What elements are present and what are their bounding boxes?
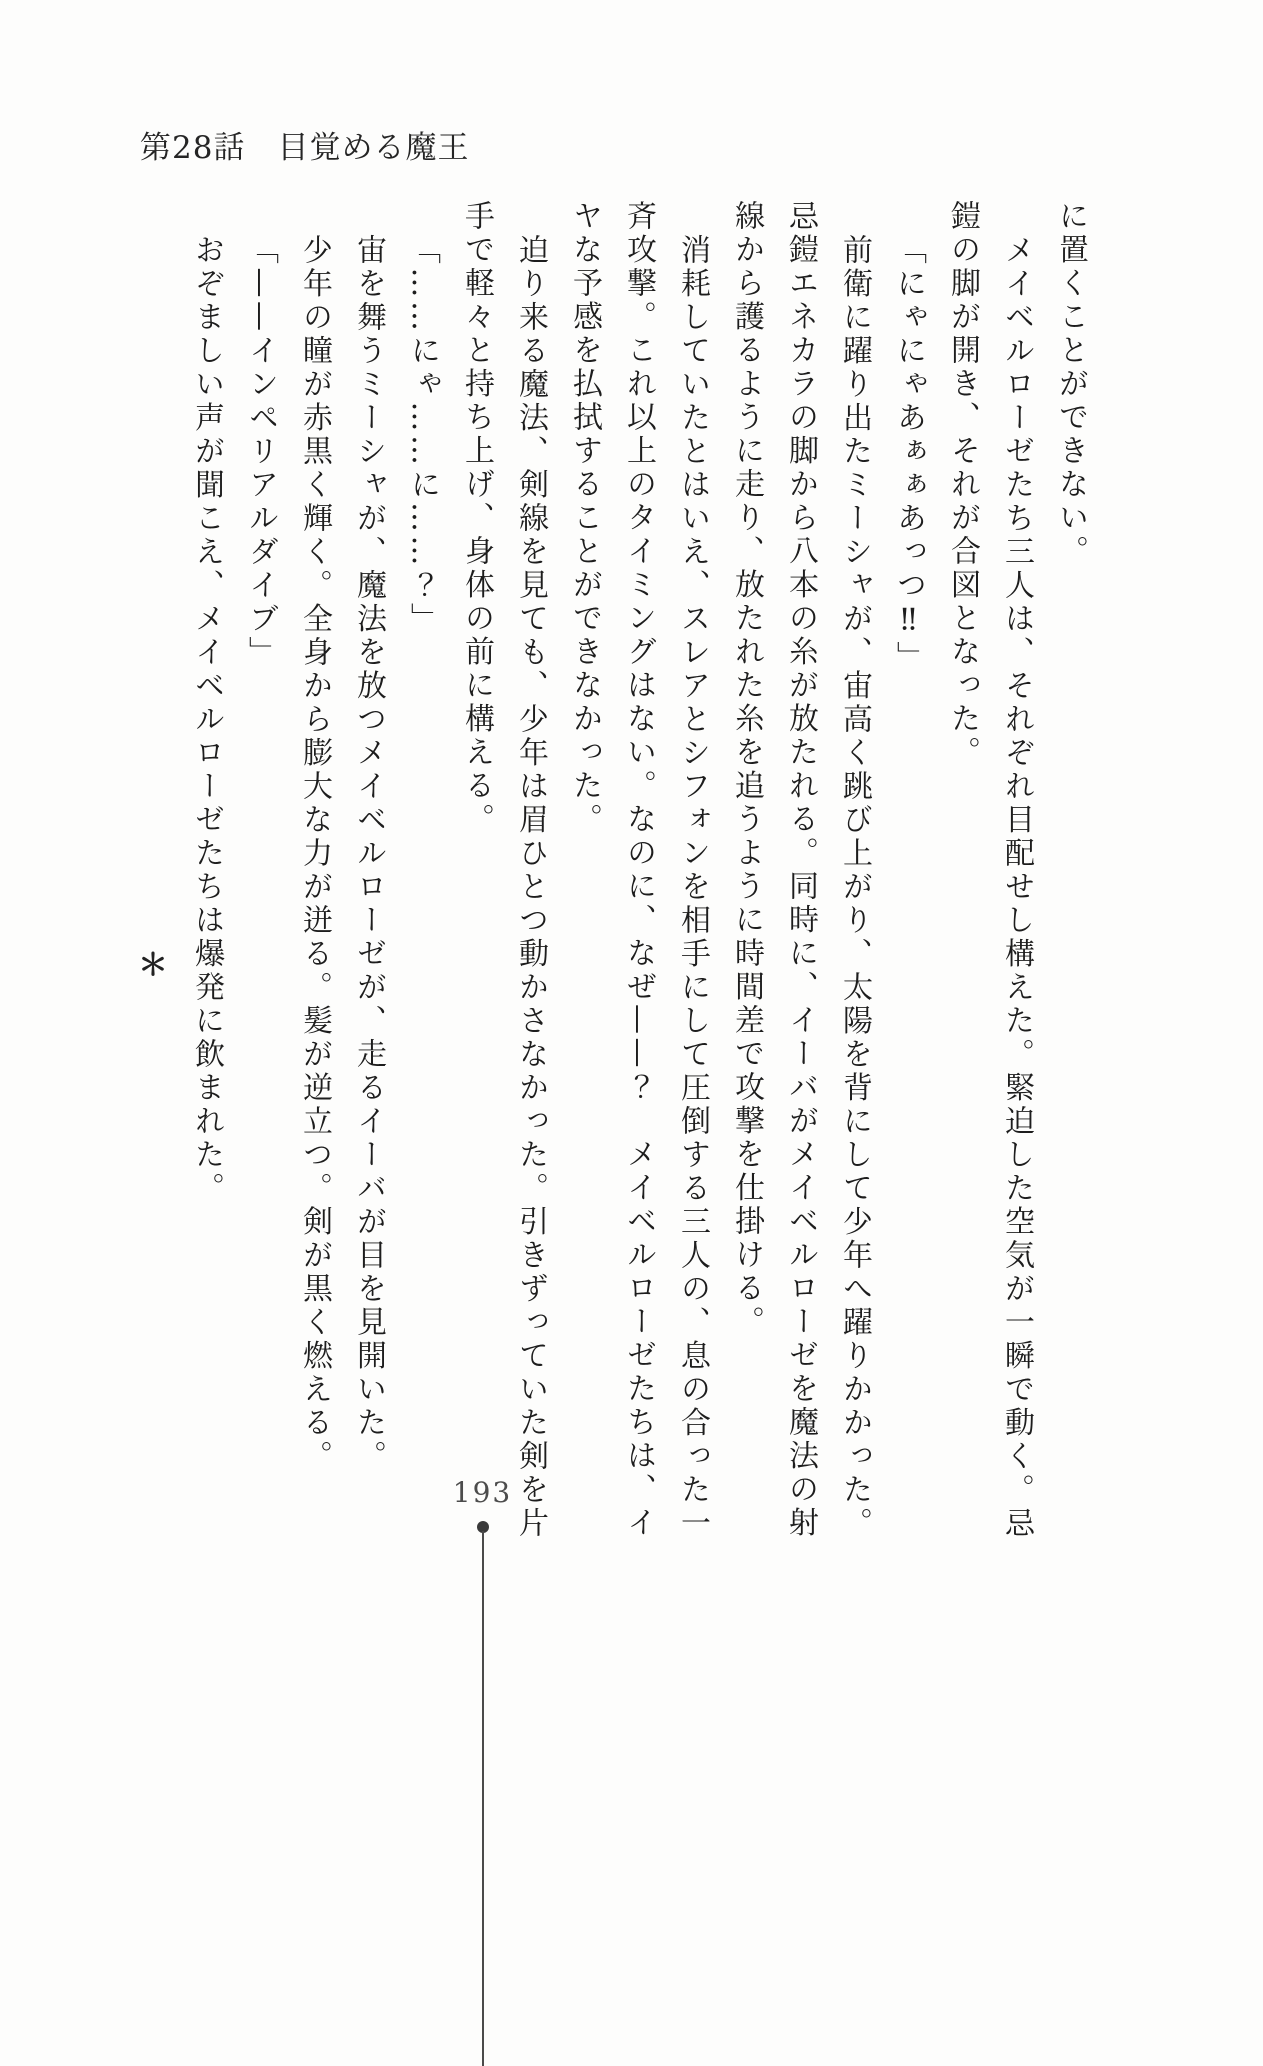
text-column: 「——インペリアルダイブ」 [243,234,278,670]
text-column: 線から護るように走り、放たれた糸を追うように時間差で攻撃を仕掛ける。 [729,200,764,1339]
text-column: 鎧の脚が開き、それが合図となった。 [945,200,980,770]
text-column: 「……にゃ……に……？」 [405,234,440,636]
text-column: おぞましい声が聞こえ、メイベルローゼたちは爆発に飲まれた。 [189,234,224,1206]
text-column: 斉攻撃。これ以上のタイミングはない。なのに、なぜ——？ メイベルローゼたちは、イ [621,200,656,1540]
text-column: ヤな予感を払拭することができなかった。 [567,200,602,837]
footer-line-ornament [482,1531,484,2066]
body-text [179,200,1097,1572]
page-number: 193 [452,1476,513,1509]
text-column: 迫り来る魔法、剣線を見ても、少年は眉ひとつ動かさなかった。引きずっていた剣を片 [513,234,548,1541]
text-column: に置くことができない。 [1053,200,1088,569]
text-column: 宙を舞うミーシャが、魔法を放つメイベルローゼが、走るイーバが目を見開いた。 [351,234,386,1474]
chapter-header: 第28話 目覚める魔王 [140,130,470,166]
text-column: 消耗していたとはいえ、スレアとシフォンを相手にして圧倒する三人の、息の合った一 [675,234,710,1541]
text-column: 「にゃにゃあぁぁあっつ‼」 [891,234,926,675]
text-column: 前衛に躍り出たミーシャが、宙高く跳び上がり、太陽を背にして少年へ躍りかかった。 [837,234,872,1541]
text-column: 手で軽々と持ち上げ、身体の前に構える。 [459,200,494,837]
section-break-asterisk: ＊ [138,948,168,983]
text-column: メイベルローゼたち三人は、それぞれ目配せし構えた。緊迫した空気が一瞬で動く。忌 [999,234,1034,1541]
text-column: 少年の瞳が赤黒く輝く。全身から膨大な力が迸る。髪が逆立つ。剣が黒く燃える。 [297,234,332,1474]
text-column: 忌鎧エネカラの脚から八本の糸が放たれる。同時に、イーバがメイベルローゼを魔法の射 [783,200,818,1540]
